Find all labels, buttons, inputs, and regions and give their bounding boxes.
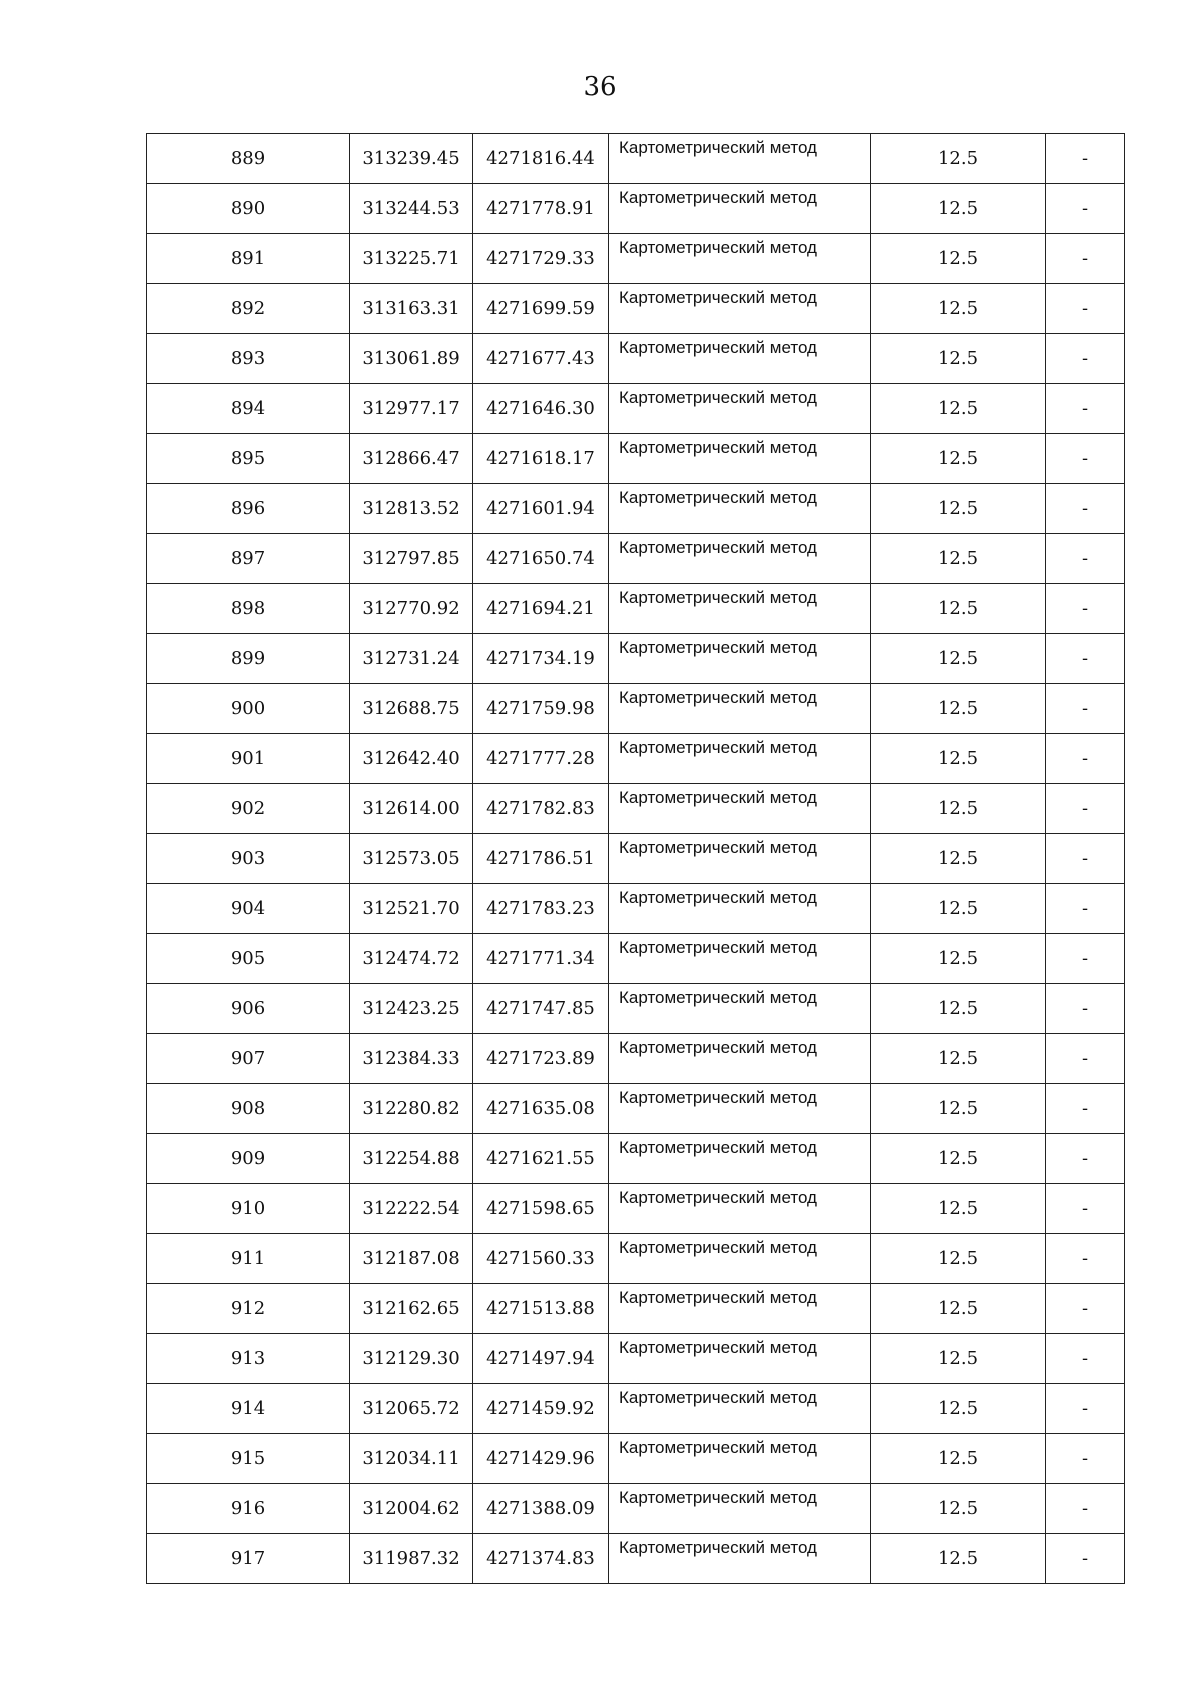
x-coordinate-cell: 312384.33: [350, 1034, 473, 1084]
point-number-cell: 911: [147, 1234, 350, 1284]
note-cell: -: [1046, 584, 1125, 634]
point-number-cell: 891: [147, 234, 350, 284]
x-coordinate-cell: 311987.32: [350, 1534, 473, 1584]
accuracy-cell: 12.5: [871, 784, 1046, 834]
method-cell: Картометрический метод: [609, 584, 871, 634]
table-row: [147, 1034, 1125, 1084]
point-number-cell: 916: [147, 1484, 350, 1534]
point-number-cell: 901: [147, 734, 350, 784]
method-cell: Картометрический метод: [609, 234, 871, 284]
y-coordinate-cell: 4271759.98: [473, 684, 609, 734]
y-coordinate-cell: 4271734.19: [473, 634, 609, 684]
x-coordinate-cell: 312866.47: [350, 434, 473, 484]
x-coordinate-cell: 312254.88: [350, 1134, 473, 1184]
table-row: [147, 1384, 1125, 1434]
method-cell: Картометрический метод: [609, 634, 871, 684]
note-cell: -: [1046, 334, 1125, 384]
table-row: [147, 1334, 1125, 1384]
point-number-cell: 892: [147, 284, 350, 334]
method-cell: Картометрический метод: [609, 984, 871, 1034]
y-coordinate-cell: 4271699.59: [473, 284, 609, 334]
point-number-cell: 889: [147, 134, 350, 184]
table-body: [147, 134, 1125, 1584]
point-number-cell: 903: [147, 834, 350, 884]
y-coordinate-cell: 4271374.83: [473, 1534, 609, 1584]
note-cell: -: [1046, 934, 1125, 984]
point-number-cell: 900: [147, 684, 350, 734]
note-cell: -: [1046, 734, 1125, 784]
method-cell: Картометрический метод: [609, 684, 871, 734]
point-number-cell: 913: [147, 1334, 350, 1384]
note-cell: -: [1046, 784, 1125, 834]
y-coordinate-cell: 4271560.33: [473, 1234, 609, 1284]
note-cell: -: [1046, 284, 1125, 334]
point-number-cell: 908: [147, 1084, 350, 1134]
accuracy-cell: 12.5: [871, 184, 1046, 234]
point-number-cell: 910: [147, 1184, 350, 1234]
point-number-cell: 896: [147, 484, 350, 534]
table-row: [147, 884, 1125, 934]
x-coordinate-cell: 312162.65: [350, 1284, 473, 1334]
note-cell: -: [1046, 1084, 1125, 1134]
note-cell: -: [1046, 684, 1125, 734]
x-coordinate-cell: 312423.25: [350, 984, 473, 1034]
table-row: [147, 634, 1125, 684]
table-row: [147, 734, 1125, 784]
point-number-cell: 899: [147, 634, 350, 684]
point-number-cell: 902: [147, 784, 350, 834]
x-coordinate-cell: 312521.70: [350, 884, 473, 934]
point-number-cell: 890: [147, 184, 350, 234]
x-coordinate-cell: 312222.54: [350, 1184, 473, 1234]
y-coordinate-cell: 4271650.74: [473, 534, 609, 584]
x-coordinate-cell: 312034.11: [350, 1434, 473, 1484]
note-cell: -: [1046, 1184, 1125, 1234]
accuracy-cell: 12.5: [871, 484, 1046, 534]
accuracy-cell: 12.5: [871, 1534, 1046, 1584]
method-cell: Картометрический метод: [609, 1334, 871, 1384]
y-coordinate-cell: 4271783.23: [473, 884, 609, 934]
x-coordinate-cell: 312813.52: [350, 484, 473, 534]
accuracy-cell: 12.5: [871, 584, 1046, 634]
x-coordinate-cell: 312642.40: [350, 734, 473, 784]
table-row: [147, 834, 1125, 884]
accuracy-cell: 12.5: [871, 1334, 1046, 1384]
note-cell: -: [1046, 1334, 1125, 1384]
accuracy-cell: 12.5: [871, 634, 1046, 684]
note-cell: -: [1046, 1384, 1125, 1434]
y-coordinate-cell: 4271388.09: [473, 1484, 609, 1534]
x-coordinate-cell: 312280.82: [350, 1084, 473, 1134]
method-cell: Картометрический метод: [609, 1084, 871, 1134]
table-row: [147, 134, 1125, 184]
method-cell: Картометрический метод: [609, 1534, 871, 1584]
note-cell: -: [1046, 984, 1125, 1034]
table-row: [147, 984, 1125, 1034]
x-coordinate-cell: 312065.72: [350, 1384, 473, 1434]
note-cell: -: [1046, 1484, 1125, 1534]
accuracy-cell: 12.5: [871, 1084, 1046, 1134]
accuracy-cell: 12.5: [871, 334, 1046, 384]
accuracy-cell: 12.5: [871, 1134, 1046, 1184]
table-row: [147, 434, 1125, 484]
y-coordinate-cell: 4271497.94: [473, 1334, 609, 1384]
y-coordinate-cell: 4271598.65: [473, 1184, 609, 1234]
note-cell: -: [1046, 1134, 1125, 1184]
x-coordinate-cell: 312731.24: [350, 634, 473, 684]
method-cell: Картометрический метод: [609, 1234, 871, 1284]
table-row: [147, 1234, 1125, 1284]
x-coordinate-cell: 312129.30: [350, 1334, 473, 1384]
point-number-cell: 893: [147, 334, 350, 384]
y-coordinate-cell: 4271621.55: [473, 1134, 609, 1184]
accuracy-cell: 12.5: [871, 434, 1046, 484]
method-cell: Картометрический метод: [609, 1434, 871, 1484]
accuracy-cell: 12.5: [871, 534, 1046, 584]
table-row: [147, 484, 1125, 534]
note-cell: -: [1046, 834, 1125, 884]
x-coordinate-cell: 312004.62: [350, 1484, 473, 1534]
table-row: [147, 1434, 1125, 1484]
x-coordinate-cell: 313061.89: [350, 334, 473, 384]
x-coordinate-cell: 312977.17: [350, 384, 473, 434]
method-cell: Картометрический метод: [609, 1034, 871, 1084]
method-cell: Картометрический метод: [609, 834, 871, 884]
y-coordinate-cell: 4271786.51: [473, 834, 609, 884]
table-row: [147, 584, 1125, 634]
accuracy-cell: 12.5: [871, 1484, 1046, 1534]
x-coordinate-cell: 313244.53: [350, 184, 473, 234]
method-cell: Картометрический метод: [609, 434, 871, 484]
method-cell: Картометрический метод: [609, 1384, 871, 1434]
y-coordinate-cell: 4271694.21: [473, 584, 609, 634]
point-number-cell: 907: [147, 1034, 350, 1084]
note-cell: -: [1046, 184, 1125, 234]
point-number-cell: 914: [147, 1384, 350, 1434]
y-coordinate-cell: 4271601.94: [473, 484, 609, 534]
accuracy-cell: 12.5: [871, 734, 1046, 784]
y-coordinate-cell: 4271513.88: [473, 1284, 609, 1334]
x-coordinate-cell: 313225.71: [350, 234, 473, 284]
point-number-cell: 895: [147, 434, 350, 484]
table-row: [147, 534, 1125, 584]
accuracy-cell: 12.5: [871, 984, 1046, 1034]
x-coordinate-cell: 313239.45: [350, 134, 473, 184]
table-row: [147, 1284, 1125, 1334]
table-row: [147, 384, 1125, 434]
table-row: [147, 784, 1125, 834]
table-row: [147, 1184, 1125, 1234]
point-number-cell: 905: [147, 934, 350, 984]
table-row: [147, 684, 1125, 734]
method-cell: Картометрический метод: [609, 284, 871, 334]
accuracy-cell: 12.5: [871, 134, 1046, 184]
y-coordinate-cell: 4271723.89: [473, 1034, 609, 1084]
note-cell: -: [1046, 534, 1125, 584]
table-row: [147, 934, 1125, 984]
point-number-cell: 898: [147, 584, 350, 634]
method-cell: Картометрический метод: [609, 484, 871, 534]
x-coordinate-cell: 312770.92: [350, 584, 473, 634]
y-coordinate-cell: 4271771.34: [473, 934, 609, 984]
note-cell: -: [1046, 234, 1125, 284]
method-cell: Картометрический метод: [609, 134, 871, 184]
method-cell: Картометрический метод: [609, 784, 871, 834]
accuracy-cell: 12.5: [871, 684, 1046, 734]
method-cell: Картометрический метод: [609, 184, 871, 234]
method-cell: Картометрический метод: [609, 1484, 871, 1534]
y-coordinate-cell: 4271778.91: [473, 184, 609, 234]
accuracy-cell: 12.5: [871, 1384, 1046, 1434]
y-coordinate-cell: 4271747.85: [473, 984, 609, 1034]
accuracy-cell: 12.5: [871, 284, 1046, 334]
method-cell: Картометрический метод: [609, 884, 871, 934]
method-cell: Картометрический метод: [609, 1184, 871, 1234]
note-cell: -: [1046, 434, 1125, 484]
method-cell: Картометрический метод: [609, 384, 871, 434]
y-coordinate-cell: 4271429.96: [473, 1434, 609, 1484]
method-cell: Картометрический метод: [609, 1284, 871, 1334]
method-cell: Картометрический метод: [609, 934, 871, 984]
note-cell: -: [1046, 1434, 1125, 1484]
point-number-cell: 912: [147, 1284, 350, 1334]
note-cell: -: [1046, 884, 1125, 934]
note-cell: -: [1046, 1534, 1125, 1584]
x-coordinate-cell: 312797.85: [350, 534, 473, 584]
table-row: [147, 184, 1125, 234]
accuracy-cell: 12.5: [871, 384, 1046, 434]
y-coordinate-cell: 4271618.17: [473, 434, 609, 484]
x-coordinate-cell: 312573.05: [350, 834, 473, 884]
table-row: [147, 1534, 1125, 1584]
accuracy-cell: 12.5: [871, 934, 1046, 984]
point-number-cell: 906: [147, 984, 350, 1034]
x-coordinate-cell: 312614.00: [350, 784, 473, 834]
y-coordinate-cell: 4271816.44: [473, 134, 609, 184]
note-cell: -: [1046, 484, 1125, 534]
coordinates-table: [146, 133, 1125, 1584]
table-row: [147, 1134, 1125, 1184]
y-coordinate-cell: 4271777.28: [473, 734, 609, 784]
note-cell: -: [1046, 134, 1125, 184]
y-coordinate-cell: 4271729.33: [473, 234, 609, 284]
method-cell: Картометрический метод: [609, 334, 871, 384]
x-coordinate-cell: 312474.72: [350, 934, 473, 984]
point-number-cell: 917: [147, 1534, 350, 1584]
accuracy-cell: 12.5: [871, 1034, 1046, 1084]
accuracy-cell: 12.5: [871, 1434, 1046, 1484]
y-coordinate-cell: 4271459.92: [473, 1384, 609, 1434]
y-coordinate-cell: 4271782.83: [473, 784, 609, 834]
x-coordinate-cell: 312187.08: [350, 1234, 473, 1284]
y-coordinate-cell: 4271635.08: [473, 1084, 609, 1134]
table-row: [147, 1084, 1125, 1134]
y-coordinate-cell: 4271677.43: [473, 334, 609, 384]
page-number: 36: [583, 72, 617, 102]
table-row: [147, 334, 1125, 384]
note-cell: -: [1046, 1034, 1125, 1084]
note-cell: -: [1046, 1284, 1125, 1334]
accuracy-cell: 12.5: [871, 884, 1046, 934]
x-coordinate-cell: 313163.31: [350, 284, 473, 334]
point-number-cell: 915: [147, 1434, 350, 1484]
note-cell: -: [1046, 634, 1125, 684]
method-cell: Картометрический метод: [609, 734, 871, 784]
accuracy-cell: 12.5: [871, 1184, 1046, 1234]
point-number-cell: 904: [147, 884, 350, 934]
method-cell: Картометрический метод: [609, 1134, 871, 1184]
accuracy-cell: 12.5: [871, 834, 1046, 884]
accuracy-cell: 12.5: [871, 1284, 1046, 1334]
table-row: [147, 234, 1125, 284]
point-number-cell: 894: [147, 384, 350, 434]
table-row: [147, 1484, 1125, 1534]
point-number-cell: 897: [147, 534, 350, 584]
x-coordinate-cell: 312688.75: [350, 684, 473, 734]
accuracy-cell: 12.5: [871, 234, 1046, 284]
method-cell: Картометрический метод: [609, 534, 871, 584]
point-number-cell: 909: [147, 1134, 350, 1184]
note-cell: -: [1046, 1234, 1125, 1284]
accuracy-cell: 12.5: [871, 1234, 1046, 1284]
note-cell: -: [1046, 384, 1125, 434]
table-row: [147, 284, 1125, 334]
y-coordinate-cell: 4271646.30: [473, 384, 609, 434]
